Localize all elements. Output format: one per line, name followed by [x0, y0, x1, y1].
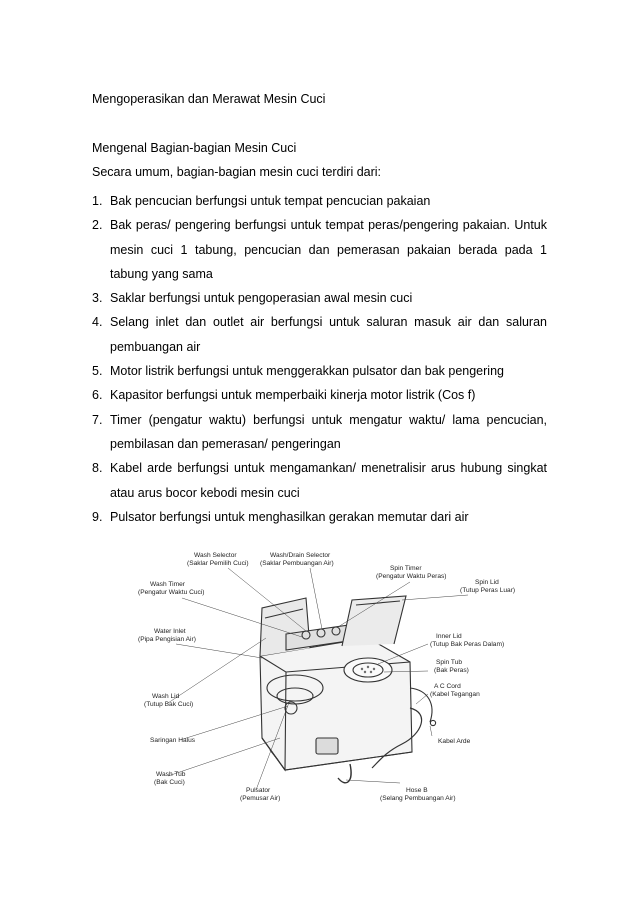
label-hose-b-id: (Selang Pembuangan Air): [380, 795, 456, 802]
label-inner-lid-id: (Tutup Bak Peras Dalam): [430, 641, 505, 648]
label-wash-timer-id: (Pengatur Waktu Cuci): [138, 589, 205, 596]
list-text: Motor listrik berfungsi untuk menggerakkan pulsator dan bak pengering: [110, 364, 504, 379]
washing-machine-diagram: [110, 538, 540, 813]
list-number: 7.: [92, 412, 103, 427]
list-text: Kapasitor berfungsi untuk memperbaiki kinerja motor listrik (Cos f): [110, 388, 476, 403]
list-text: Bak pencucian berfungsi untuk tempat pencucian pakaian: [110, 194, 431, 208]
list-item: [92, 456, 547, 505]
list-item: [92, 505, 547, 529]
label-pulsator-id: (Pemusar Air): [240, 795, 281, 802]
label-wash-drain-selector: Wash/Drain Selector: [270, 552, 331, 559]
list-number: 8.: [92, 461, 103, 476]
list-item: [92, 408, 547, 457]
label-spin-tub-id: (Bak Peras): [434, 667, 469, 674]
list-number: 5.: [92, 364, 103, 379]
list-number: 3.: [92, 291, 103, 306]
label-water-inlet-id: (Pipa Pengisian Air): [138, 636, 196, 643]
intro-paragraph: Secara umum, bagian-bagian mesin cuci terdiri dari:: [92, 165, 382, 179]
label-pulsator: Pulsator: [246, 787, 271, 794]
label-wash-selector-id: (Saklar Pemilih Cuci): [187, 560, 249, 567]
list-item: [92, 383, 547, 407]
list-item: [92, 310, 547, 359]
label-water-inlet: Water Inlet: [154, 628, 186, 635]
label-wash-lid: Wash Lid: [152, 693, 180, 700]
label-hose-b: Hose B: [406, 787, 428, 794]
list-text: Pulsator berfungsi untuk menghasilkan gerakan memutar dari air: [110, 509, 469, 524]
label-ac-cord-id: (Kabel Tegangan: [430, 691, 480, 698]
label-wash-timer: Wash Timer: [150, 581, 185, 588]
list-text: Saklar berfungsi untuk pengoperasian awal mesin cuci: [110, 291, 413, 306]
label-saringan-halus: Saringan Halus: [150, 737, 196, 744]
label-kabel-arde: Kabel Arde: [438, 738, 471, 745]
section-heading: Mengenal Bagian-bagian Mesin Cuci: [92, 141, 297, 155]
list-item: [92, 286, 547, 310]
list-text: Timer (pengatur waktu) berfungsi untuk mengatur waktu/ lama pencucian, pembilasan dan pemerasan/ pengeringan: [110, 412, 547, 451]
label-wash-tub-id: (Bak Cuci): [154, 779, 185, 786]
list-item: [92, 213, 547, 286]
label-wash-drain-selector-id: (Saklar Pembuangan Air): [260, 560, 334, 567]
list-text: Kabel arde berfungsi untuk mengamankan/ menetralisir arus hubung singkat atau arus bocor kebodi mesin cuci: [110, 461, 547, 500]
list-number: 6.: [92, 388, 103, 403]
list-number: 2.: [92, 218, 103, 233]
label-spin-timer: Spin Timer: [390, 565, 422, 572]
list-text: Selang inlet dan outlet air berfungsi untuk saluran masuk air dan saluran pembuangan air: [110, 315, 547, 354]
label-wash-selector: Wash Selector: [194, 552, 237, 559]
label-spin-lid: Spin Lid: [475, 579, 499, 586]
washing-machine-illustration: [110, 538, 540, 813]
document-title: Mengoperasikan dan Merawat Mesin Cuci: [92, 92, 326, 106]
label-wash-lid-id: (Tutup Bak Cuci): [144, 701, 194, 708]
list-item: [92, 189, 547, 213]
parts-list: [92, 189, 547, 529]
label-spin-tub: Spin Tub: [436, 659, 463, 666]
label-ac-cord: A C Cord: [434, 683, 461, 690]
list-item: [92, 359, 547, 383]
list-number: 1.: [92, 194, 103, 208]
list-number: 9.: [92, 509, 103, 524]
label-wash-tub: Wash Tub: [156, 771, 186, 778]
list-number: 4.: [92, 315, 103, 330]
label-inner-lid: Inner Lid: [436, 633, 462, 640]
list-text: Bak peras/ pengering berfungsi untuk tempat peras/pengering pakaian. Untuk mesin cuci 1 tabung, pencucian dan pemerasan pakaian berada pada 1 tabung yang sama: [110, 218, 547, 281]
label-spin-timer-id: (Pengatur Waktu Peras): [376, 573, 447, 580]
label-spin-lid-id: (Tutup Peras Luar): [460, 587, 516, 594]
machine-drawing: [260, 596, 436, 783]
